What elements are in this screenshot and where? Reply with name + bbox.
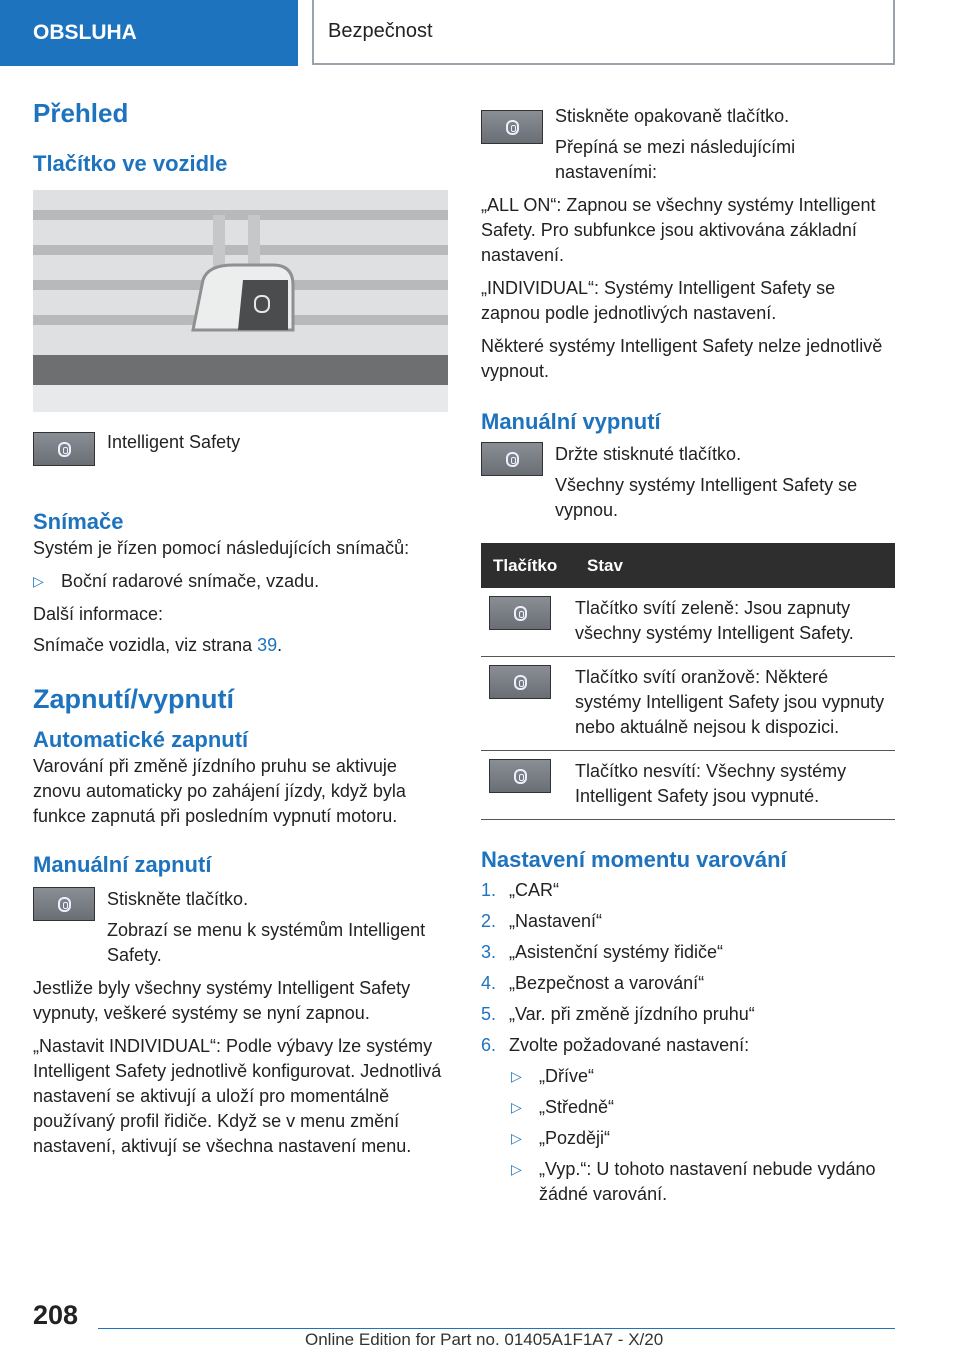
- step-text: „Var. při změně jízdního pruhu“: [509, 1004, 755, 1024]
- list-item: [481, 940, 896, 965]
- step-number: 4.: [481, 973, 497, 993]
- heading-zapnuti: Zapnutí/vypnutí: [33, 684, 234, 714]
- list-item: [511, 1126, 896, 1151]
- step-number: 2.: [481, 911, 497, 931]
- table-row: [481, 657, 895, 751]
- table-state-cell: Tlačítko svítí oranžově: Některé systémy Intelligent Safety jsou vypnuty nebo aktuálně nejsou k dispozici.: [575, 657, 895, 751]
- intelligent-safety-button-icon: [489, 596, 551, 630]
- heading-prehled: Přehled: [33, 98, 129, 128]
- manual-on-step: Stiskněte tlačítko.: [107, 889, 249, 909]
- table-state-cell: Tlačítko nesvítí: Všechny systémy Intelligent Safety jsou vypnuté.: [575, 751, 895, 820]
- section-tab: OBSLUHA: [0, 0, 298, 66]
- step-text: „CAR“: [509, 880, 559, 900]
- manual-on-individual: „Nastavit INDIVIDUAL“: Podle výbavy lze systémy Intelligent Safety jednotlivě konfigurovat. Jednotlivá nastavení se aktivují a uloží pro momentálně používaný profil řidiče. Když se v menu změní nastavení, aktivují se všechna nastavení menu.: [33, 1036, 442, 1156]
- heading-nastaveni: Nastavení momentu varování: [481, 847, 787, 872]
- page-header: [0, 0, 960, 66]
- column-header-button: Tlačítko: [481, 543, 575, 588]
- footer-divider: [98, 1328, 895, 1329]
- step-number: 3.: [481, 942, 497, 962]
- manual-off-row: [481, 442, 896, 523]
- button-photo: [33, 190, 448, 412]
- step-number: 1.: [481, 880, 497, 900]
- manual-on-all: Jestliže byly všechny systémy Intelligent Safety vypnuty, veškeré systémy se nyní zapnou.: [33, 978, 411, 1023]
- individual-text: „INDIVIDUAL“: Systémy Intelligent Safety se zapnou podle jednotlivých nastavení.: [481, 278, 836, 323]
- reference-text: Snímače vozidla, viz strana: [33, 635, 253, 655]
- right-column: [481, 104, 896, 1207]
- list-item: [511, 1095, 896, 1120]
- table-icon-cell: [481, 751, 575, 820]
- step-text: „Bezpečnost a varování“: [509, 973, 705, 993]
- intelligent-safety-row: [33, 430, 448, 490]
- heading-manual-on: Manuální zapnutí: [33, 852, 212, 877]
- heading-manual-off: Manuální vypnutí: [481, 409, 661, 434]
- intelligent-safety-button-icon: [489, 759, 551, 793]
- table-row: [481, 751, 895, 820]
- manual-on-menu: Zobrazí se menu k systémům Intelligent Safety.: [107, 920, 426, 965]
- intelligent-safety-button-icon: [33, 887, 95, 921]
- intelligent-safety-button-icon: [33, 432, 95, 466]
- step-number: 6.: [481, 1035, 497, 1055]
- left-column: [33, 96, 448, 1159]
- column-header-state: Stav: [575, 543, 895, 588]
- list-item: [481, 1002, 896, 1027]
- page-number: 208: [33, 1300, 79, 1330]
- intelligent-safety-button-icon: [489, 665, 551, 699]
- bullet-triangle-icon: ▷: [33, 573, 44, 589]
- icon-caption: Intelligent Safety: [107, 432, 241, 452]
- page-footer: [0, 1290, 960, 1362]
- table-header-row: [481, 543, 895, 588]
- intelligent-safety-button-icon: [481, 442, 543, 476]
- option-text: „Středně“: [539, 1097, 615, 1117]
- step-text: Zvolte požadované nastavení:: [509, 1035, 750, 1055]
- off-step: Držte stisknuté tlačítko.: [555, 444, 742, 464]
- table-row: [481, 588, 895, 657]
- option-text: „Dříve“: [539, 1066, 594, 1086]
- option-text: „Vyp.“: U tohoto nastavení nebude vydáno žádné varování.: [539, 1159, 876, 1204]
- table-icon-cell: [481, 657, 575, 751]
- option-text: „Později“: [539, 1128, 611, 1148]
- list-item: [481, 878, 896, 903]
- table-icon-cell: [481, 588, 575, 657]
- settings-steps: [481, 878, 896, 1058]
- intelligent-safety-button-icon: [481, 110, 543, 144]
- list-item: [511, 1157, 896, 1207]
- bullet-text: Boční radarové snímače, vzadu.: [61, 571, 320, 591]
- step-text: „Asistenční systémy řidiče“: [509, 942, 724, 962]
- manual-on-row: [33, 887, 448, 968]
- bullet-triangle-icon: ▷: [511, 1161, 522, 1177]
- edition-text: Online Edition for Part no. 01405A1F1A7 - X/20: [305, 1330, 664, 1349]
- page-link[interactable]: 39: [257, 635, 278, 655]
- note-text: Některé systémy Intelligent Safety nelze jednotlivě vypnout.: [481, 336, 883, 381]
- snimace-bullet: [33, 569, 448, 594]
- repeat-step: Stiskněte opakovaně tlačítko.: [555, 106, 790, 126]
- list-item: [481, 971, 896, 996]
- snimace-text: Systém je řízen pomocí následujících snímačů:: [33, 538, 410, 558]
- repeat-switch: Přepíná se mezi následujícími nastaveními:: [555, 137, 796, 182]
- all-on-text: „ALL ON“: Zapnou se všechny systémy Intelligent Safety. Pro subfunkce jsou aktivována základní nastavení.: [481, 195, 876, 265]
- off-result: Všechny systémy Intelligent Safety se vypnou.: [555, 475, 858, 520]
- step-text: „Nastavení“: [509, 911, 603, 931]
- heading-tlacitko: Tlačítko ve vozidle: [33, 151, 228, 176]
- bullet-triangle-icon: ▷: [511, 1068, 522, 1084]
- snimace-reference: Snímače vozidla, viz strana 39.: [33, 635, 283, 655]
- list-item: [481, 909, 896, 934]
- auto-text: Varování při změně jízdního pruhu se aktivuje znovu automaticky po zahájení jízdy, když byla funkce zapnutá při posledním vypnutí motoru.: [33, 756, 406, 826]
- dalsi-informace: Další informace:: [33, 604, 164, 624]
- heading-auto: Automatické zapnutí: [33, 727, 249, 752]
- bullet-triangle-icon: ▷: [511, 1130, 522, 1146]
- options-list: [511, 1064, 896, 1207]
- step-number: 5.: [481, 1004, 497, 1024]
- chapter-title: Bezpečnost: [312, 0, 895, 65]
- button-state-table: [481, 543, 895, 820]
- list-item: [481, 1033, 896, 1058]
- table-state-cell: Tlačítko svítí zeleně: Jsou zapnuty všechny systémy Intelligent Safety.: [575, 588, 895, 657]
- bullet-triangle-icon: ▷: [511, 1099, 522, 1115]
- repeat-row: [481, 104, 896, 185]
- grille-illustration: [33, 190, 448, 412]
- heading-snimace: Snímače: [33, 509, 124, 534]
- list-item: [511, 1064, 896, 1089]
